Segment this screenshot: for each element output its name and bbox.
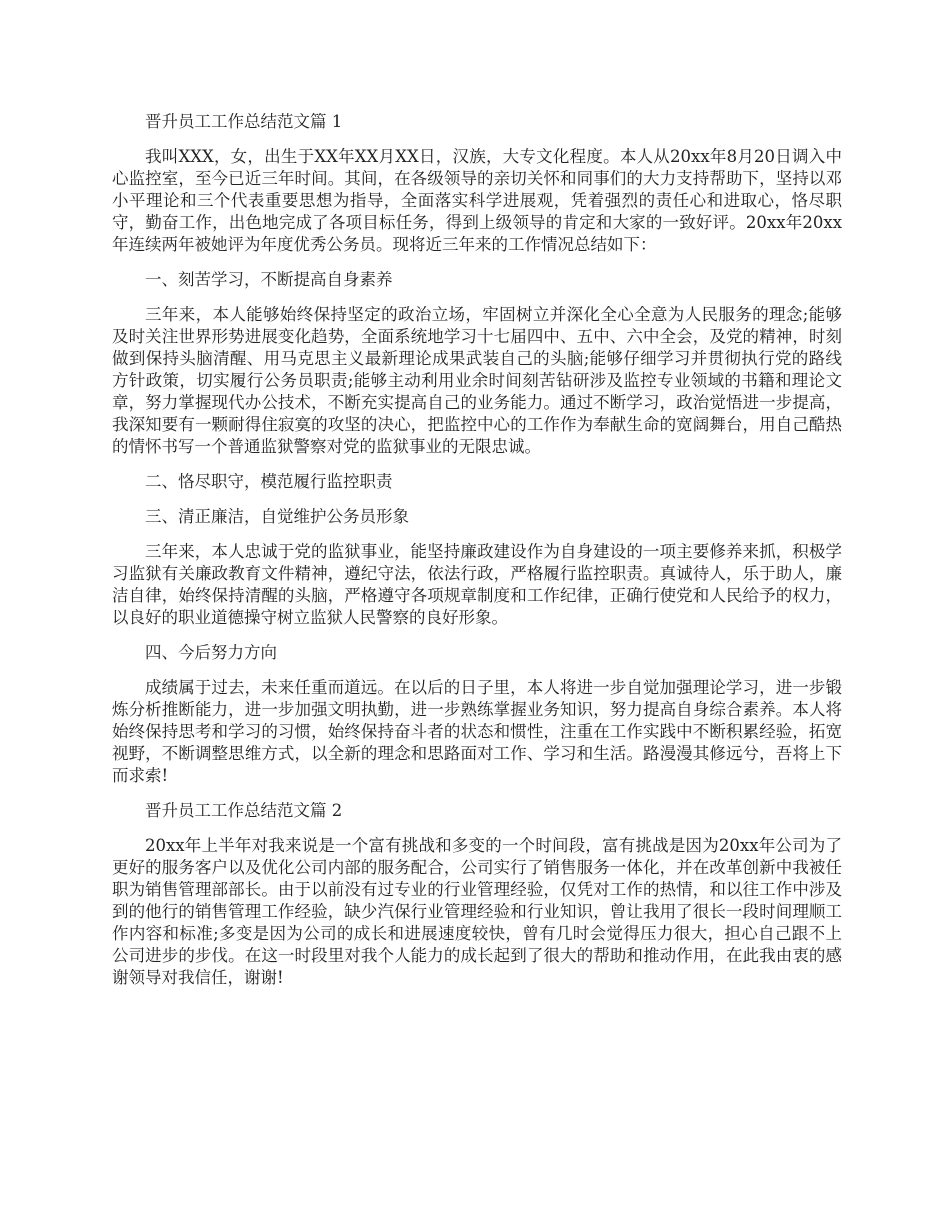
paragraph-intro: 我叫XXX，女，出生于XX年XX月XX日，汉族，大专文化程度。本人从20xx年8月20日调入中心监控室，至今已近三年时间。其间，在各级领导的亲切关怀和同事们的大力支持帮助下，坚持以邓小平理论和三个代表重要思想为指导，全面落实科学进展观，凭着强烈的责任心和进取心，恪尽职守，勤奋工作，出色地完成了各项目标任务，得到上级领导的肯定和大家的一致好评。20xx年20xx年连续两年被她评为年度优秀公务员。现将近三年来的工作情况总结如下： <box>112 147 842 254</box>
subheading-study: 一、刻苦学习，不断提高自身素养 <box>145 270 393 289</box>
subheading-duty: 二、恪尽职守，模范履行监控职责 <box>145 472 393 491</box>
paragraph-study: 三年来，本人能够始终保持坚定的政治立场，牢固树立并深化全心全意为人民服务的理念;能够及时关注世界形势进展变化趋势，全面系统地学习十七届四中、五中、六中全会，及党的精神，时刻做到保持头脑清醒、用马克思主义最新理论成果武装自己的头脑;能够仔细学习并贯彻执行党的路线方针政策，切实履行公务员职责;能够主动利用业余时间刻苦钻研涉及监控专业领域的书籍和理论文章，努力掌握现代办公技术，不断充实提高自己的业务能力。通过不断学习，政治觉悟进一步提高，我深知要有一颗耐得住寂寞的攻坚的决心，把监控中心的工作作为奉献生命的宽阔舞台，用自己酷热的情怀书写一个普通监狱警察对党的监狱事业的无限忠诚。 <box>112 305 842 456</box>
subheading-integrity: 三、清正廉洁，自觉维护公务员形象 <box>145 507 409 526</box>
paragraph-future: 成绩属于过去，未来任重而道远。在以后的日子里，本人将进一步自觉加强理论学习，进一步锻炼分析推断能力，进一步加强文明执勤，进一步熟练掌握业务知识，努力提高自身综合素养。本人将始终保持思考和学习的习惯，始终保持奋斗者的状态和惯性，注重在工作实践中不断积累经验，拓宽视野，不断调整思维方式，以全新的理念和思路面对工作、学习和生活。路漫漫其修远兮，吾将上下而求索! <box>112 678 842 785</box>
subheading-future: 四、今后努力方向 <box>145 643 277 662</box>
paragraph-second: 20xx年上半年对我来说是一个富有挑战和多变的一个时间段，富有挑战是因为20xx年公司为了更好的服务客户以及优化公司内部的服务配合，公司实行了销售服务一体化，并在改革创新中我被任职为销售管理部部长。由于以前没有过专业的行业管理经验，仅凭对工作的热情，和以往工作中涉及到的他行的销售管理工作经验，缺少汽保行业管理经验和行业知识，曾让我用了很长一段时间理顺工作内容和标准;多变是因为公司的成长和进展速度较快，曾有几时会觉得压力很大，担心自己跟不上公司进步的步伐。在这一时段里对我个人能力的成长起到了很大的帮助和推动作用，在此我由衷的感谢领导对我信任，谢谢! <box>112 836 842 987</box>
section-title-2: 晋升员工工作总结范文篇 2 <box>145 801 343 820</box>
paragraph-integrity: 三年来，本人忠诚于党的监狱事业，能坚持廉政建设作为自身建设的一项主要修养来抓，积极学习监狱有关廉政教育文件精神，遵纪守法，依法行政，严格履行监控职责。真诚待人，乐于助人，廉洁自律，始终保持清醒的头脑，严格遵守各项规章制度和工作纪律，正确行使党和人民给予的权力，以良好的职业道德操守树立监狱人民警察的良好形象。 <box>112 542 842 627</box>
document-page <box>112 111 842 1002</box>
section-title-1: 晋升员工工作总结范文篇 1 <box>145 112 343 131</box>
